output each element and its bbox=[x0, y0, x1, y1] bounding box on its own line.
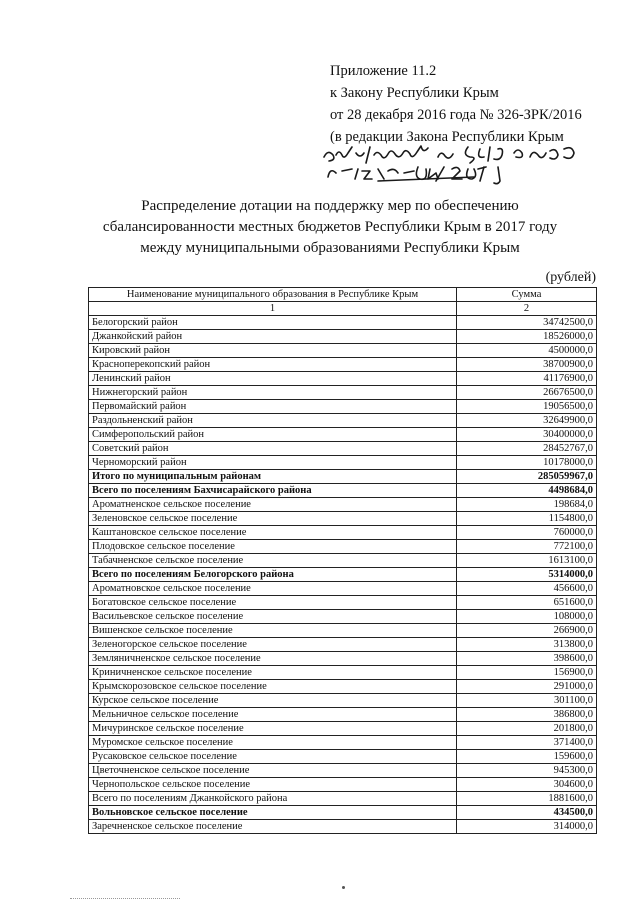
table-row bbox=[89, 680, 597, 694]
row-name: Раздольненский район bbox=[89, 414, 457, 428]
table-row bbox=[89, 414, 597, 428]
row-sum: 108000,0 bbox=[457, 610, 597, 624]
row-sum: 4498684,0 bbox=[457, 484, 597, 498]
row-name: Ленинский район bbox=[89, 372, 457, 386]
row-sum: 41176900,0 bbox=[457, 372, 597, 386]
row-name: Табачненское сельское поселение bbox=[89, 554, 457, 568]
table-row bbox=[89, 456, 597, 470]
row-sum: 198684,0 bbox=[457, 498, 597, 512]
row-sum: 34742500,0 bbox=[457, 316, 597, 330]
law-date-number: от 28 декабря 2016 года № 326-ЗРК/2016 bbox=[330, 107, 582, 123]
row-sum: 285059967,0 bbox=[457, 470, 597, 484]
row-name: Криничненское сельское поселение bbox=[89, 666, 457, 680]
row-sum: 30400000,0 bbox=[457, 428, 597, 442]
row-sum: 314000,0 bbox=[457, 820, 597, 834]
table-row bbox=[89, 736, 597, 750]
table-body bbox=[89, 316, 597, 834]
handwritten-amendment-signature bbox=[318, 143, 586, 185]
table-row bbox=[89, 694, 597, 708]
table-row bbox=[89, 498, 597, 512]
row-name: Итого по муниципальным районам bbox=[89, 470, 457, 484]
row-name: Первомайский район bbox=[89, 400, 457, 414]
table-row bbox=[89, 526, 597, 540]
title-line-1: Распределение дотации на поддержку мер по обеспечению bbox=[141, 198, 519, 214]
row-name: Вишенское сельское поселение bbox=[89, 624, 457, 638]
row-name: Васильевское сельское поселение bbox=[89, 610, 457, 624]
row-name: Нижнегорский район bbox=[89, 386, 457, 400]
table-index-row bbox=[89, 302, 597, 316]
table-row bbox=[89, 806, 597, 820]
table-row bbox=[89, 792, 597, 806]
row-name: Белогорский район bbox=[89, 316, 457, 330]
row-name: Русаковское сельское поселение bbox=[89, 750, 457, 764]
table-row bbox=[89, 568, 597, 582]
row-sum: 651600,0 bbox=[457, 596, 597, 610]
row-sum: 760000,0 bbox=[457, 526, 597, 540]
row-name: Богатовское сельское поселение bbox=[89, 596, 457, 610]
subsidy-table bbox=[88, 287, 597, 834]
row-sum: 456600,0 bbox=[457, 582, 597, 596]
row-name: Курское сельское поселение bbox=[89, 694, 457, 708]
table-row bbox=[89, 820, 597, 834]
row-sum: 434500,0 bbox=[457, 806, 597, 820]
row-name: Всего по поселениям Белогорского района bbox=[89, 568, 457, 582]
row-sum: 1881600,0 bbox=[457, 792, 597, 806]
table-row bbox=[89, 442, 597, 456]
table-row bbox=[89, 512, 597, 526]
row-name: Черноморский район bbox=[89, 456, 457, 470]
column-index-2: 2 bbox=[457, 302, 597, 316]
row-name: Плодовское сельское поселение bbox=[89, 540, 457, 554]
row-sum: 266900,0 bbox=[457, 624, 597, 638]
row-sum: 386800,0 bbox=[457, 708, 597, 722]
row-sum: 38700900,0 bbox=[457, 358, 597, 372]
table-row bbox=[89, 330, 597, 344]
row-sum: 5314000,0 bbox=[457, 568, 597, 582]
table-row bbox=[89, 358, 597, 372]
row-sum: 32649900,0 bbox=[457, 414, 597, 428]
table-row bbox=[89, 344, 597, 358]
table-row bbox=[89, 750, 597, 764]
row-name: Джанкойский район bbox=[89, 330, 457, 344]
row-sum: 19056500,0 bbox=[457, 400, 597, 414]
row-name: Вольновское сельское поселение bbox=[89, 806, 457, 820]
row-sum: 18526000,0 bbox=[457, 330, 597, 344]
row-sum: 4500000,0 bbox=[457, 344, 597, 358]
row-name: Всего по поселениям Джанкойского района bbox=[89, 792, 457, 806]
table-row bbox=[89, 470, 597, 484]
row-name: Цветочненское сельское поселение bbox=[89, 764, 457, 778]
row-name: Ароматненское сельское поселение bbox=[89, 498, 457, 512]
row-sum: 201800,0 bbox=[457, 722, 597, 736]
table-row bbox=[89, 610, 597, 624]
row-name: Каштановское сельское поселение bbox=[89, 526, 457, 540]
row-name: Зеленовское сельское поселение bbox=[89, 512, 457, 526]
row-name: Земляничненское сельское поселение bbox=[89, 652, 457, 666]
row-sum: 313800,0 bbox=[457, 638, 597, 652]
row-name: Муромское сельское поселение bbox=[89, 736, 457, 750]
scan-dot bbox=[342, 886, 345, 889]
row-name: Чернопольское сельское поселение bbox=[89, 778, 457, 792]
title-line-3: между муниципальными образованиями Республики Крым bbox=[140, 240, 520, 256]
table-header-row bbox=[89, 288, 597, 302]
document-header bbox=[330, 60, 582, 148]
appendix-label: Приложение 11.2 bbox=[330, 63, 437, 79]
table-row bbox=[89, 400, 597, 414]
row-sum: 291000,0 bbox=[457, 680, 597, 694]
table-row bbox=[89, 540, 597, 554]
row-name: Зеленогорское сельское поселение bbox=[89, 638, 457, 652]
row-sum: 945300,0 bbox=[457, 764, 597, 778]
table-row bbox=[89, 624, 597, 638]
row-name: Кировский район bbox=[89, 344, 457, 358]
row-sum: 304600,0 bbox=[457, 778, 597, 792]
row-sum: 28452767,0 bbox=[457, 442, 597, 456]
row-sum: 398600,0 bbox=[457, 652, 597, 666]
row-sum: 1154800,0 bbox=[457, 512, 597, 526]
table-row bbox=[89, 554, 597, 568]
table-row bbox=[89, 764, 597, 778]
table-row bbox=[89, 652, 597, 666]
title-line-2: сбалансированности местных бюджетов Республики Крым в 2017 году bbox=[102, 219, 558, 235]
currency-unit: (рублей) bbox=[545, 270, 596, 285]
amendment-note: (в редакции Закона Республики Крым bbox=[330, 129, 564, 145]
row-name: Красноперекопский район bbox=[89, 358, 457, 372]
row-name: Ароматновское сельское поселение bbox=[89, 582, 457, 596]
table-row bbox=[89, 316, 597, 330]
table-row bbox=[89, 722, 597, 736]
row-name: Мельничное сельское поселение bbox=[89, 708, 457, 722]
row-sum: 10178000,0 bbox=[457, 456, 597, 470]
table-row bbox=[89, 778, 597, 792]
table-row bbox=[89, 372, 597, 386]
table-row bbox=[89, 582, 597, 596]
row-name: Симферопольский район bbox=[89, 428, 457, 442]
column-header-sum: Сумма bbox=[457, 288, 597, 302]
row-sum: 156900,0 bbox=[457, 666, 597, 680]
table-row bbox=[89, 386, 597, 400]
scan-footer-noise bbox=[70, 898, 180, 901]
row-sum: 301100,0 bbox=[457, 694, 597, 708]
row-sum: 26676500,0 bbox=[457, 386, 597, 400]
table-row bbox=[89, 666, 597, 680]
row-sum: 1613100,0 bbox=[457, 554, 597, 568]
column-index-1: 1 bbox=[89, 302, 457, 316]
table-row bbox=[89, 596, 597, 610]
row-name: Крымскорозовское сельское поселение bbox=[89, 680, 457, 694]
table-row bbox=[89, 428, 597, 442]
column-header-name: Наименование муниципального образования в Республике Крым bbox=[89, 288, 457, 302]
law-reference: к Закону Республики Крым bbox=[330, 85, 499, 101]
table-row bbox=[89, 484, 597, 498]
row-name: Мичуринское сельское поселение bbox=[89, 722, 457, 736]
row-sum: 371400,0 bbox=[457, 736, 597, 750]
document-title bbox=[70, 196, 590, 259]
table-row bbox=[89, 638, 597, 652]
table-row bbox=[89, 708, 597, 722]
row-name: Заречненское сельское поселение bbox=[89, 820, 457, 834]
row-name: Советский район bbox=[89, 442, 457, 456]
row-name: Всего по поселениям Бахчисарайского района bbox=[89, 484, 457, 498]
row-sum: 159600,0 bbox=[457, 750, 597, 764]
row-sum: 772100,0 bbox=[457, 540, 597, 554]
